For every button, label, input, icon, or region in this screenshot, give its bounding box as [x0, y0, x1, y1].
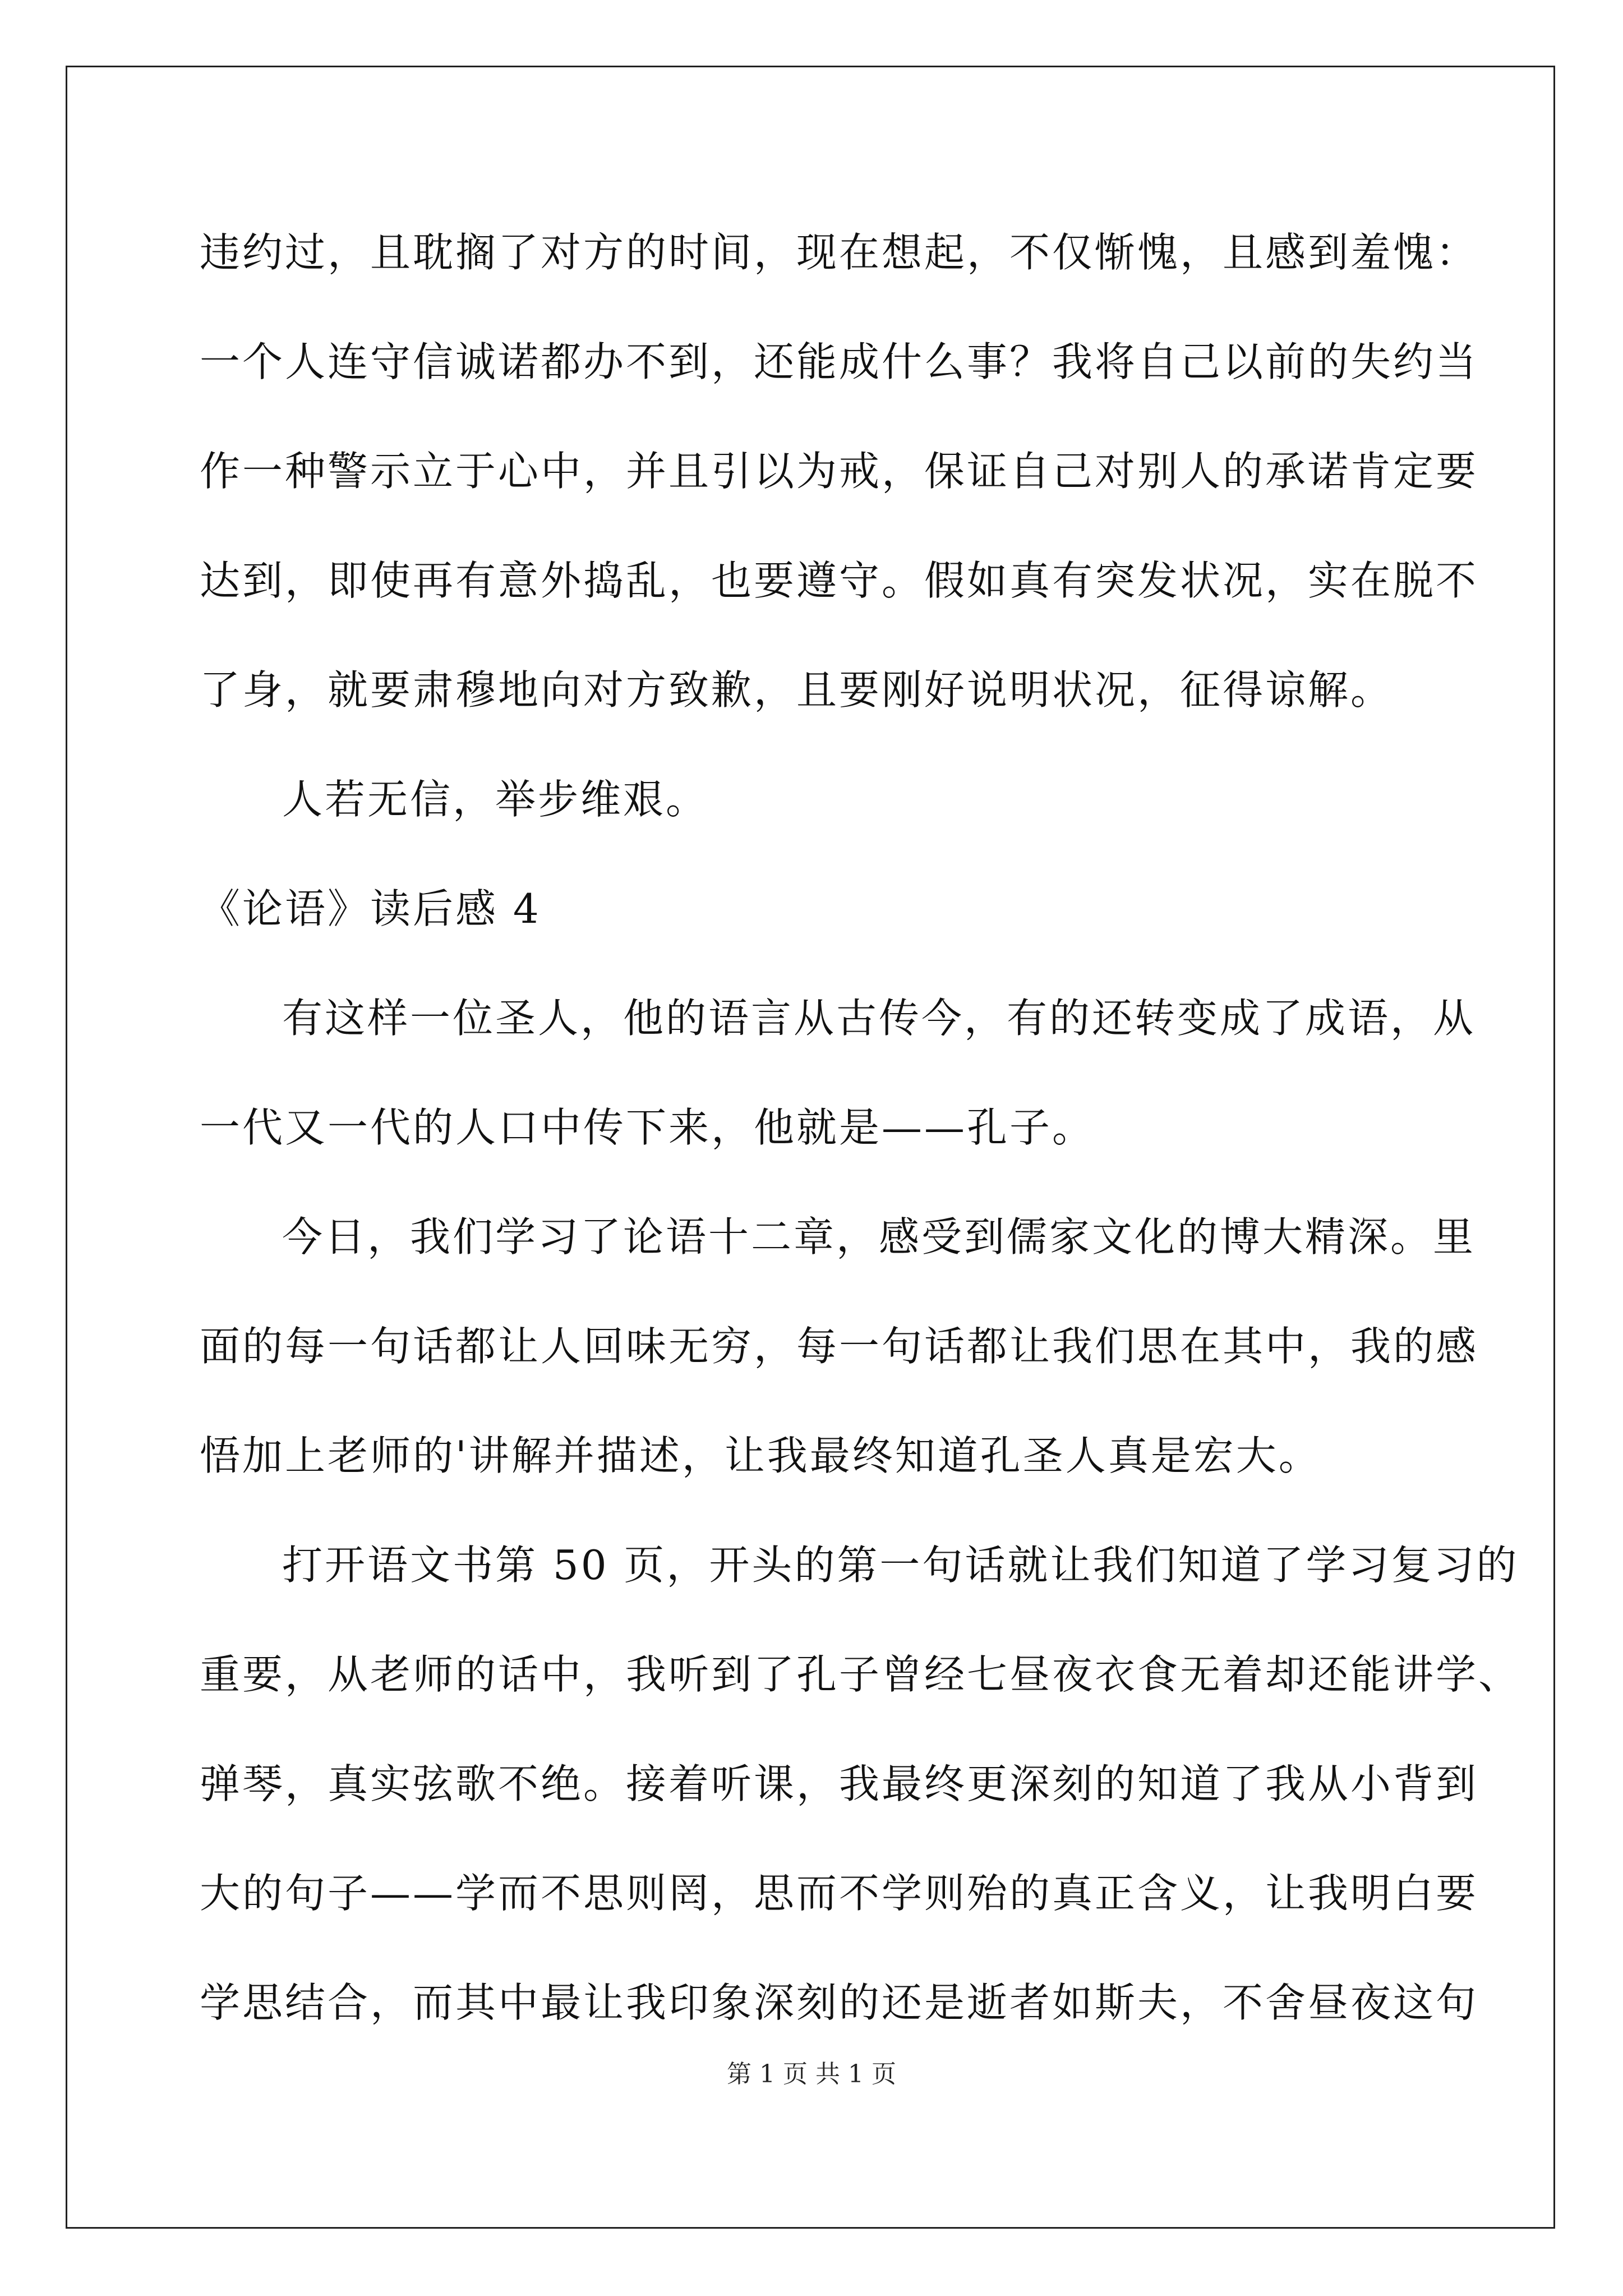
body-line: 悟加上老师的'讲解并描述，让我最终知道孔圣人真是宏大。 — [200, 1432, 1321, 1479]
body-line: 一个人连守信诚诺都办不到，还能成什么事？我将自己以前的失约当 — [200, 338, 1479, 385]
body-line: 违约过，且耽搁了对方的时间，现在想起，不仅惭愧，且感到羞愧： — [200, 229, 1479, 276]
body-line: 一代又一代的人口中传下来，他就是——孔子。 — [200, 1104, 1095, 1151]
section-heading: 《论语》读后感 4 — [200, 885, 541, 932]
body-line: 打开语文书第 50 页，开头的第一句话就让我们知道了学习复习的 — [282, 1542, 1519, 1589]
body-line: 面的每一句话都让人回味无穷，每一句话都让我们思在其中，我的感 — [200, 1323, 1479, 1370]
body-line: 有这样一位圣人，他的语言从古传今，有的还转变成了成语，从 — [282, 995, 1476, 1042]
body-line: 达到，即使再有意外捣乱，也要遵守。假如真有突发状况，实在脱不 — [200, 557, 1479, 604]
body-line: 大的句子——学而不思则罔，思而不学则殆的真正含义，让我明白要 — [200, 1870, 1479, 1917]
page-footer: 第 1 页 共 1 页 — [727, 2060, 896, 2088]
body-line: 人若无信，举步维艰。 — [282, 776, 709, 823]
body-line: 弹琴，真实弦歌不绝。接着听课，我最终更深刻的知道了我从小背到 — [200, 1760, 1479, 1807]
body-line: 作一种警示立于心中，并且引以为戒，保证自己对别人的承诺肯定要 — [200, 448, 1479, 495]
body-line: 重要，从老师的话中，我听到了孔子曾经七昼夜衣食无着却还能讲学、 — [200, 1651, 1521, 1698]
body-line: 今日，我们学习了论语十二章，感受到儒家文化的博大精深。里 — [282, 1213, 1476, 1260]
body-line: 了身，就要肃穆地向对方致歉，且要刚好说明状况，征得谅解。 — [200, 666, 1394, 714]
body-line: 学思结合，而其中最让我印象深刻的还是逝者如斯夫，不舍昼夜这句 — [200, 1979, 1479, 2026]
